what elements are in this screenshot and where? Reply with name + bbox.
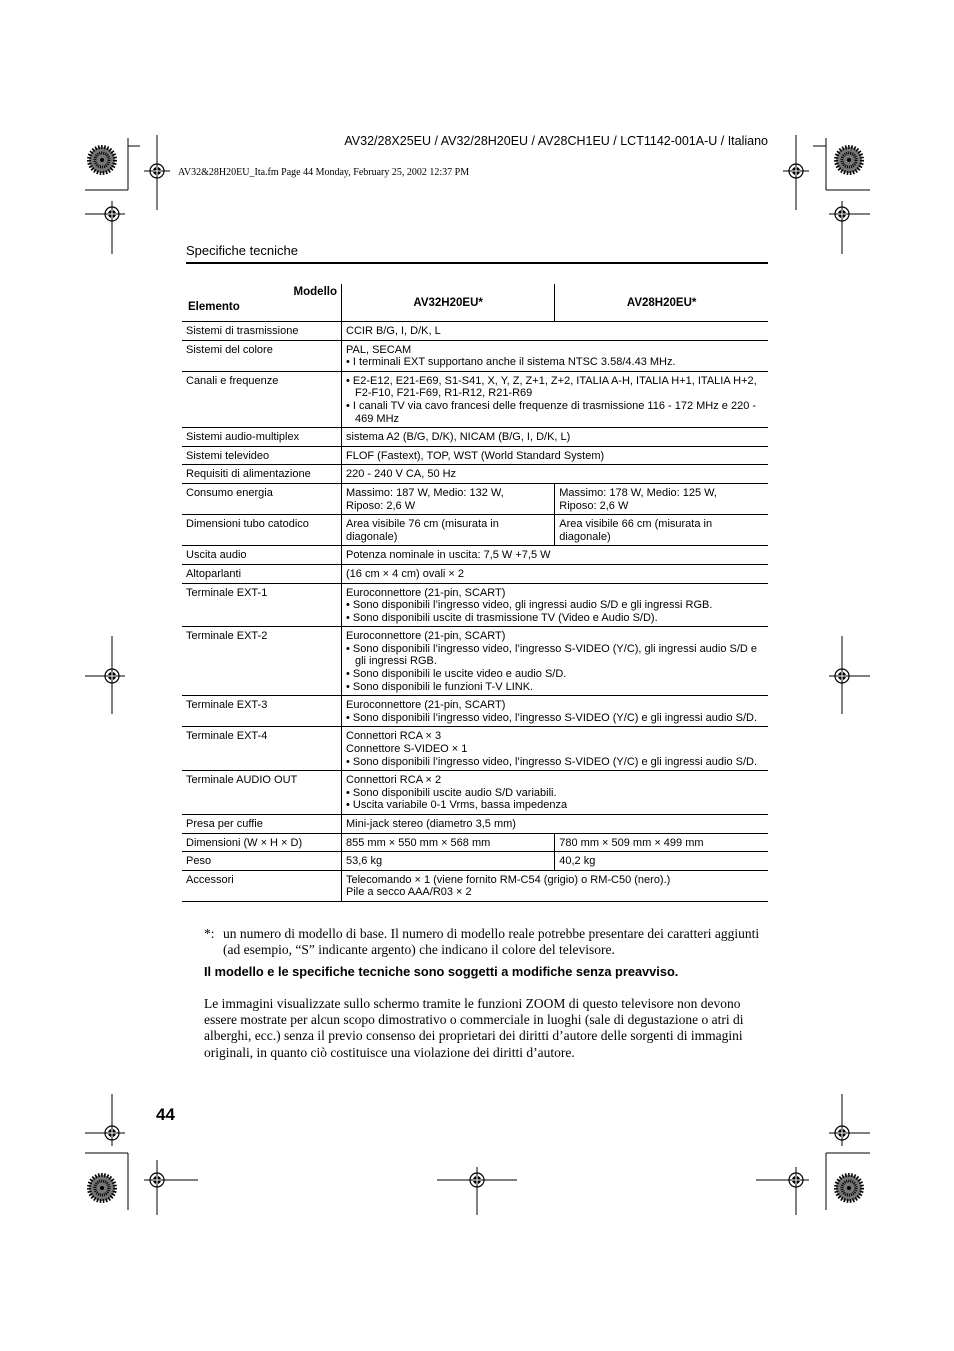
value-line: 53,6 kg [346, 855, 383, 868]
bullet-item: • Sono disponibili l’ingresso video, l’ingresso S-VIDEO (Y/C) e gli ingressi audio S/D. [346, 712, 764, 725]
row-label: Dimensioni (W × H × D) [182, 833, 342, 852]
spec-table [182, 284, 768, 902]
value-line: Area visibile 66 cm (misurata in diagonale) [559, 518, 713, 543]
bullet-item: • Sono disponibili uscite audio S/D variabili. [346, 787, 764, 800]
bullet-item: • I canali TV via cavo francesi delle frequenze di trasmissione 116 - 172 MHz e 220 - 469 MHz [346, 400, 764, 425]
zoom-paragraph: Le immagini visualizzate sullo schermo tramite le funzioni ZOOM di questo televisore non devono essere mostrate per alcun scopo dimostrativo o commerciale in luoghi (sale di degustazione o atri di alberghi, ecc.) senza il previo consenso dei proprietari dei diritti d’autore delle sorgenti di immagini originali, in quanto ciò costituisce una violazione dei diritti d’autore. [204, 996, 744, 1060]
value-line: Telecomando × 1 (viene fornito RM-C54 (grigio) o RM-C50 (nero).) [346, 873, 671, 886]
value-line: sistema A2 (B/G, D/K), NICAM (B/G, I, D/K, L) [346, 431, 571, 444]
value-line: Connettori RCA × 2 [346, 774, 442, 787]
value-line: Euroconnettore (21-pin, SCART) [346, 630, 506, 643]
table-row [182, 546, 768, 565]
table-row [182, 564, 768, 583]
row-label: Peso [182, 852, 342, 871]
section-title: Specifiche tecniche [186, 243, 299, 258]
value-line: FLOF (Fastext), TOP, WST (World Standard System) [346, 449, 605, 462]
bullet-item: • Sono disponibili l’ingresso video, l’ingresso S-VIDEO (Y/C) e gli ingressi audio S/D. [346, 756, 764, 769]
row-label: Accessori [182, 870, 342, 901]
row-value [342, 340, 769, 371]
corner-model-label: Modello [293, 286, 337, 298]
row-label: Terminale AUDIO OUT [182, 771, 342, 815]
value-line: PAL, SECAM [346, 343, 412, 356]
row-label: Consumo energia [182, 483, 342, 514]
footnote-text: un numero di modello di base. Il numero di modello reale potrebbe presentare dei caratteri aggiunti (ad esempio, “S” indicante argento) che indicano il colore del televisore. [223, 926, 760, 957]
value-line: Mini-jack stereo (diametro 3,5 mm) [346, 818, 516, 830]
bullet-item: • Uscita variabile 0-1 Vrms, bassa impedenza [346, 799, 764, 812]
models-header: AV32/28X25EU / AV32/28H20EU / AV28CH1EU / LCT1142-001A-U / Italiano [344, 134, 768, 148]
row-label: Terminale EXT-2 [182, 627, 342, 696]
value-line: Massimo: 187 W, Medio: 132 W, [346, 486, 504, 499]
corner-cell [182, 284, 342, 322]
table-row [182, 483, 768, 514]
corner-item-label: Elemento [188, 301, 240, 313]
value-line: Massimo: 178 W, Medio: 125 W, [559, 486, 717, 499]
row-label: Terminale EXT-1 [182, 583, 342, 627]
value-line: Riposo: 2,6 W [346, 499, 416, 512]
table-row [182, 515, 768, 546]
bullet-item: • I terminali EXT supportano anche il sistema NTSC 3.58/4.43 MHz. [346, 356, 764, 369]
table-row [182, 696, 768, 727]
bullet-item: • Sono disponibili le uscite video e audio S/D. [346, 668, 764, 681]
page-number: 44 [156, 1105, 175, 1124]
value-line: Potenza nominale in uscita: 7,5 W +7,5 W [346, 549, 551, 562]
table-row [182, 465, 768, 484]
value-line: Pile a secco AAA/R03 × 2 [346, 886, 472, 899]
row-label: Terminale EXT-3 [182, 696, 342, 727]
footnote-marker: *: [204, 926, 215, 941]
column-header-av32: AV32H20EU* [342, 284, 555, 322]
value-line: 855 mm × 550 mm × 568 mm [346, 836, 491, 849]
table-row [182, 627, 768, 696]
row-label: Altoparlanti [182, 564, 342, 583]
value-line: Area visibile 76 cm (misurata in diagonale) [346, 518, 499, 543]
table-row [182, 371, 768, 427]
row-value [342, 371, 769, 427]
row-label: Sistemi del colore [182, 340, 342, 371]
bullet-item: • Sono disponibili le funzioni T-V LINK. [346, 681, 764, 694]
value-line: 40,2 kg [559, 855, 596, 868]
table-row [182, 428, 768, 447]
table-header-row [182, 284, 768, 322]
bullet-item: • Sono disponibili l’ingresso video, l’ingresso S-VIDEO (Y/C), gli ingressi audio S/D e gli ingressi RGB. [346, 643, 764, 668]
row-label: Sistemi di trasmissione [182, 322, 342, 341]
section-rule [186, 262, 768, 264]
value-line: CCIR B/G, I, D/K, L [346, 325, 441, 337]
file-info: AV32&28H20EU_Ita.fm Page 44 Monday, February 25, 2002 12:37 PM [178, 167, 470, 178]
value-line: Riposo: 2,6 W [559, 499, 629, 512]
table-row [182, 833, 768, 852]
row-label: Requisiti di alimentazione [182, 465, 342, 484]
table-row [182, 771, 768, 815]
row-label: Sistemi televideo [182, 446, 342, 465]
value-line: 780 mm × 509 mm × 499 mm [559, 836, 704, 849]
change-notice: Il modello e le specifiche tecniche sono soggetti a modifiche senza preavviso. [204, 964, 679, 979]
bullet-item: • Sono disponibili uscite di trasmissione TV (Video e Audio S/D). [346, 612, 764, 625]
table-row [182, 727, 768, 771]
table-row [182, 322, 768, 341]
table-row [182, 852, 768, 871]
bullet-item: • E2-E12, E21-E69, S1-S41, X, Y, Z, Z+1, Z+2, ITALIA A-H, ITALIA H+1, ITALIA H+2, F2-F10, F21-F69, R1-R12, R21-R69 [346, 375, 764, 400]
value-line: (16 cm × 4 cm) ovali × 2 [346, 567, 464, 580]
value-line: Connettore S-VIDEO × 1 [346, 743, 468, 756]
row-label: Presa per cuffie [182, 815, 342, 834]
table-row [182, 815, 768, 834]
row-label: Terminale EXT-4 [182, 727, 342, 771]
value-line: 220 - 240 V CA, 50 Hz [346, 468, 457, 481]
value-line: Euroconnettore (21-pin, SCART) [346, 586, 506, 599]
bullet-item: • Sono disponibili l’ingresso video, gli ingressi audio S/D e gli ingressi RGB. [346, 599, 764, 612]
row-label: Dimensioni tubo catodico [182, 515, 342, 546]
row-label: Uscita audio [182, 546, 342, 565]
row-label: Sistemi audio-multiplex [182, 428, 342, 447]
row-value [342, 322, 769, 341]
column-header-av28: AV28H20EU* [626, 296, 697, 309]
value-line: Euroconnettore (21-pin, SCART) [346, 699, 506, 712]
row-label: Canali e frequenze [182, 371, 342, 427]
table-row [182, 583, 768, 627]
table-row [182, 446, 768, 465]
footnote [204, 926, 764, 958]
value-line: Connettori RCA × 3 [346, 730, 442, 743]
table-row [182, 340, 768, 371]
table-row [182, 870, 768, 901]
